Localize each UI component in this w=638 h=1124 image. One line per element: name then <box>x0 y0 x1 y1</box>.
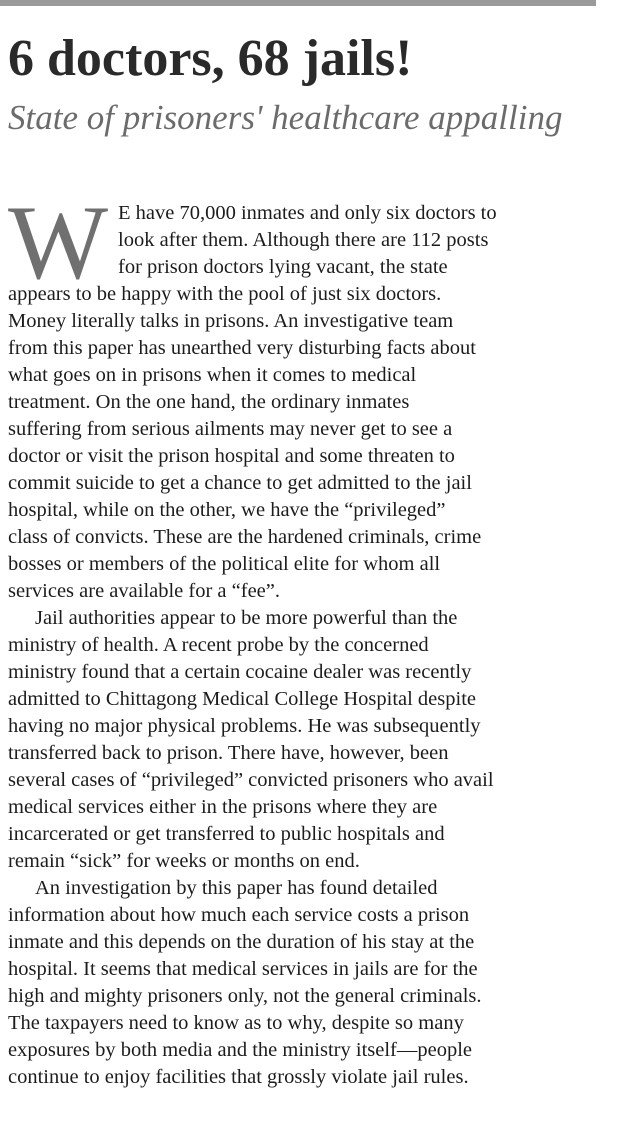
body-line: remain “sick” for weeks or months on end. <box>8 850 360 872</box>
top-rule <box>0 0 596 6</box>
body-line: services are available for a “fee”. <box>8 580 281 602</box>
body-line: what goes on in prisons when it comes to medical <box>8 364 417 386</box>
body-line: medical services either in the prisons where they are <box>8 796 438 818</box>
paragraph-start-line: An investigation by this paper has found detailed <box>35 877 438 899</box>
body-line: several cases of “privileged” convicted prisoners who avail <box>8 769 494 791</box>
body-line: appears to be happy with the pool of just six doctors. <box>8 283 442 305</box>
body-line: for prison doctors lying vacant, the state <box>118 256 448 278</box>
body-line: hospital. It seems that medical services in jails are for the <box>8 958 478 980</box>
body-line: high and mighty prisoners only, not the general criminals. <box>8 985 482 1007</box>
body-line: hospital, while on the other, we have the “privileged” <box>8 499 446 521</box>
body-line: from this paper has unearthed very disturbing facts about <box>8 337 476 359</box>
body-line: transferred back to prison. There have, however, been <box>8 742 449 764</box>
body-line: commit suicide to get a chance to get admitted to the jail <box>8 472 472 494</box>
paragraph-start-line: Jail authorities appear to be more powerful than the <box>35 607 458 629</box>
body-line: E have 70,000 inmates and only six doctors to <box>118 202 497 224</box>
body-line: incarcerated or get transferred to public hospitals and <box>8 823 445 845</box>
headline: 6 doctors, 68 jails! <box>8 30 413 87</box>
body-line: treatment. On the one hand, the ordinary inmates <box>8 391 410 413</box>
body-line: doctor or visit the prison hospital and some threaten to <box>8 445 455 467</box>
body-line: information about how much each service costs a prison <box>8 904 470 926</box>
body-line: suffering from serious ailments may never get to see a <box>8 418 453 440</box>
body-line: continue to enjoy facilities that grossly violate jail rules. <box>8 1066 469 1088</box>
body-line: ministry found that a certain cocaine dealer was recently <box>8 661 472 683</box>
body-line: exposures by both media and the ministry itself—people <box>8 1039 473 1061</box>
body-line: The taxpayers need to know as to why, despite so many <box>8 1012 464 1034</box>
body-line: look after them. Although there are 112 posts <box>118 229 489 251</box>
body-line: admitted to Chittagong Medical College Hospital despite <box>8 688 476 710</box>
body-line: inmate and this depends on the duration of his stay at the <box>8 931 475 953</box>
subheadline: State of prisoners' healthcare appalling <box>8 98 563 137</box>
body-line: class of convicts. These are the hardened criminals, crime <box>8 526 482 548</box>
body-line: Money literally talks in prisons. An investigative team <box>8 310 454 332</box>
drop-cap: W <box>8 184 109 301</box>
body-line: bosses or members of the political elite for whom all <box>8 553 441 575</box>
article-body <box>8 184 598 1091</box>
body-line: ministry of health. A recent probe by the concerned <box>8 634 429 656</box>
body-line: having no major physical problems. He was subsequently <box>8 715 481 737</box>
